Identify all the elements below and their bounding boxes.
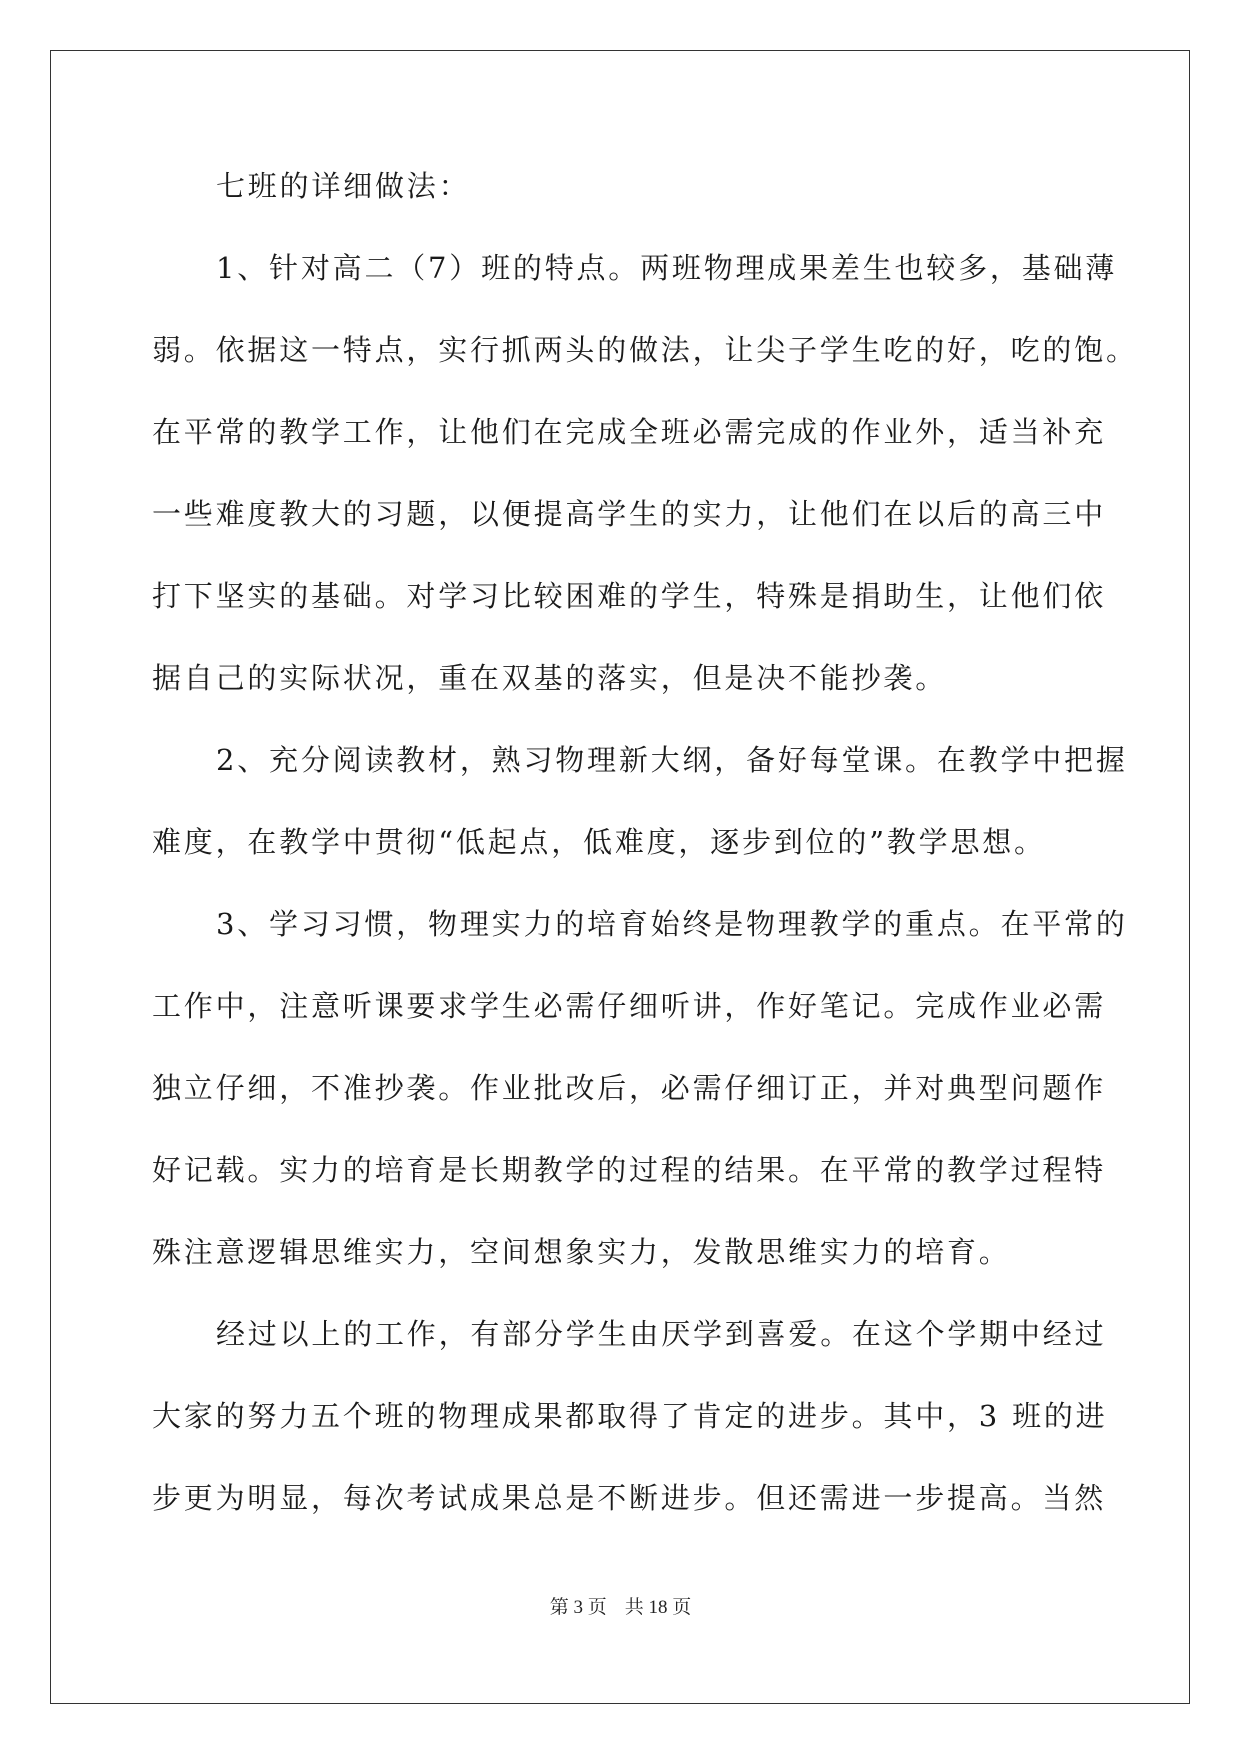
- paragraph-line: 在平常的教学工作，让他们在完成全班必需完成的作业外，适当补充: [152, 415, 1107, 449]
- paragraph-line: 难度，在教学中贯彻“低起点，低难度，逐步到位的”教学思想。: [152, 825, 1046, 859]
- page-footer: [0, 1592, 1241, 1619]
- paragraph-line: 步更为明显，每次考试成果总是不断进步。但还需进一步提高。当然: [152, 1481, 1107, 1515]
- page-total: 共 18 页: [624, 1597, 692, 1618]
- page-number: 第 3 页: [549, 1597, 607, 1618]
- paragraph-line: 大家的努力五个班的物理成果都取得了肯定的进步。其中，3 班的进: [152, 1399, 1108, 1433]
- paragraph-heading: 七班的详细做法：: [216, 169, 471, 203]
- paragraph-line: 殊注意逻辑思维实力，空间想象实力，发散思维实力的培育。: [152, 1235, 1011, 1269]
- paragraph-line: 弱。依据这一特点，实行抓两头的做法，让尖子学生吃的好，吃的饱。: [152, 333, 1138, 367]
- page-border: [50, 50, 1190, 1704]
- paragraph-line: 经过以上的工作，有部分学生由厌学到喜爱。在这个学期中经过: [216, 1317, 1107, 1351]
- paragraph-line: 据自己的实际状况，重在双基的落实，但是决不能抄袭。: [152, 661, 948, 695]
- paragraph-line: 2、充分阅读教材，熟习物理新大纲，备好每堂课。在教学中把握: [216, 743, 1128, 777]
- paragraph-line: 独立仔细，不准抄袭。作业批改后，必需仔细订正，并对典型问题作: [152, 1071, 1107, 1105]
- paragraph-line: 工作中，注意听课要求学生必需仔细听讲，作好笔记。完成作业必需: [152, 989, 1107, 1023]
- paragraph-line: 打下坚实的基础。对学习比较困难的学生，特殊是捐助生，让他们依: [152, 579, 1107, 613]
- paragraph-line: 一些难度教大的习题，以便提高学生的实力，让他们在以后的高三中: [152, 497, 1107, 531]
- paragraph-line: 1、针对高二（7）班的特点。两班物理成果差生也较多，基础薄: [216, 251, 1118, 285]
- paragraph-line: 好记载。实力的培育是长期教学的过程的结果。在平常的教学过程特: [152, 1153, 1107, 1187]
- paragraph-line: 3、学习习惯，物理实力的培育始终是物理教学的重点。在平常的: [216, 907, 1128, 941]
